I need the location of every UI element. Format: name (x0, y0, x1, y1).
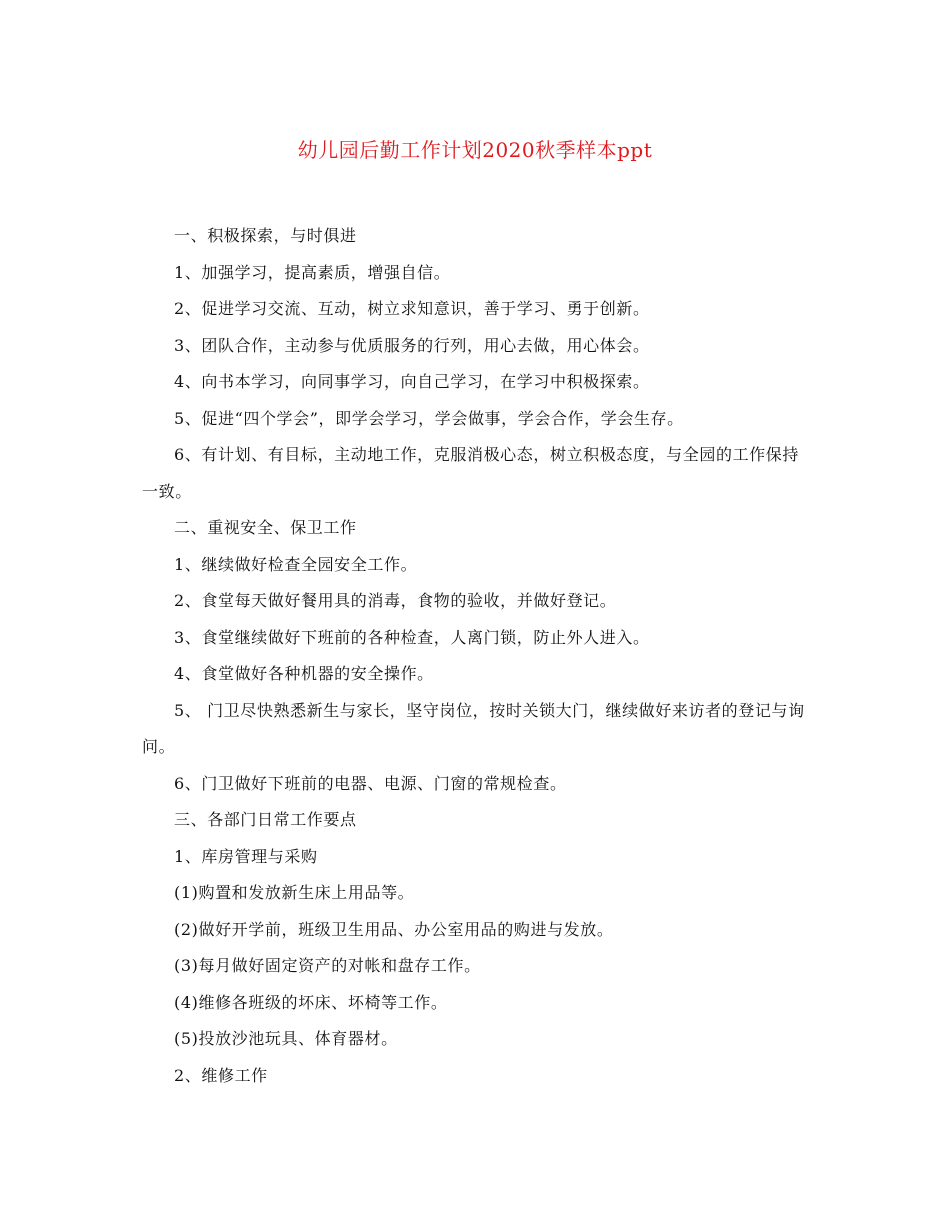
paragraph: (1)购置和发放新生床上用品等。 (174, 883, 415, 902)
paragraph: 2、维修工作 (174, 1065, 268, 1085)
paragraph: (4)维修各班级的坏床、坏椅等工作。 (174, 992, 448, 1012)
document-title: 幼儿园后勤工作计划2020秋季样本ppt (297, 138, 653, 162)
paragraph: 1、库房管理与采购 (174, 846, 318, 866)
paragraph: 6、门卫做好下班前的电器、电源、门窗的常规检查。 (174, 773, 567, 793)
paragraph: 1、继续做好检查全园安全工作。 (174, 554, 418, 574)
paragraph: 一、积极探索，与时俱进 (174, 226, 357, 245)
paragraph: 三、各部门日常工作要点 (174, 810, 357, 829)
paragraph: 4、向书本学习，向同事学习，向自己学习，在学习中积极探索。 (174, 372, 650, 391)
document-body (142, 218, 812, 1094)
paragraph: 3、食堂继续做好下班前的各种检查，人离门锁，防止外人进入。 (174, 627, 650, 647)
paragraph: 5、 门卫尽快熟悉新生与家长，坚守岗位，按时关锁大门，继续做好来访者的登记与询问。 (142, 700, 805, 756)
paragraph: 1、加强学习，提高素质，增强自信。 (174, 262, 451, 282)
paragraph: 二、重视安全、保卫工作 (174, 518, 357, 537)
paragraph: 6、有计划、有目标，主动地工作，克服消极心态，树立积极态度，与全园的工作保持一致。 (142, 445, 799, 501)
paragraph: 2、食堂每天做好餐用具的消毒，食物的验收，并做好登记。 (174, 591, 617, 610)
paragraph: (2)做好开学前，班级卫生用品、办公室用品的购进与发放。 (174, 919, 614, 939)
paragraph: (5)投放沙池玩具、体育器材。 (174, 1029, 398, 1048)
paragraph: 5、促进“四个学会”，即学会学习，学会做事，学会合作，学会生存。 (174, 408, 684, 428)
paragraph: 4、食堂做好各种机器的安全操作。 (174, 664, 434, 683)
paragraph: (3)每月做好固定资产的对帐和盘存工作。 (174, 956, 481, 975)
paragraph: 3、团队合作，主动参与优质服务的行列，用心去做，用心体会。 (174, 335, 650, 355)
paragraph: 2、促进学习交流、互动，树立求知意识，善于学习、勇于创新。 (174, 299, 650, 318)
